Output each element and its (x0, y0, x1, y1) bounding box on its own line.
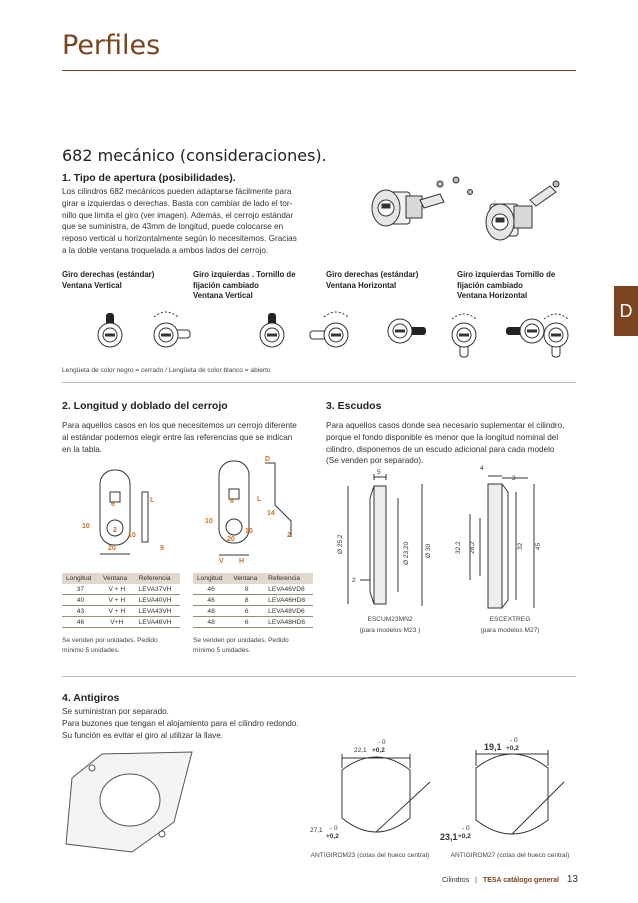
table-cell: LEVA46VD8 (264, 584, 313, 595)
antigiro-m23-caption: ANTIGIROM23 (cotas del hueco central) (310, 852, 430, 859)
text-line: al estándar podemos elegir entre las referencias que se indican (62, 432, 293, 442)
note-line: mínimo 5 unidades. (62, 647, 120, 654)
caption-line: (para modelos M27) (480, 627, 540, 634)
dim-label: 10 (245, 528, 253, 535)
giro-4-open (544, 314, 568, 357)
cerrojo-drawing-straight (80, 462, 180, 562)
dim-label: 10 (205, 518, 213, 525)
table-cell: V+H (99, 617, 135, 628)
table-cell: 8 (229, 595, 264, 606)
text-line: Para aquellos casos en los que necesitemos un cerrojo diferente (62, 421, 297, 430)
giro-label-line: Giro izquierdas Tornillo de (457, 270, 556, 279)
table-1-note (62, 636, 158, 656)
table-cell: LEVA40VH (135, 595, 180, 606)
dim-label: D (265, 456, 271, 463)
table-row (193, 617, 313, 628)
table-row (62, 584, 180, 595)
giro-2-closed (260, 313, 284, 347)
giro-label-line: Ventana Vertical (62, 280, 122, 290)
escudo-m23-caption (330, 616, 450, 634)
table-cell: LEVA48HD6 (264, 617, 313, 628)
table-cell: 48 (193, 617, 229, 628)
dim-label: 9 (160, 545, 164, 552)
dim-label: 6 (111, 501, 115, 508)
text-line: reposo vertical u horizontalmente según lo necesitemos. Gracias (62, 234, 297, 244)
dim-label: 22,1 (354, 747, 367, 754)
section1-heading: 1. Tipo de apertura (posibilidades). (62, 172, 236, 184)
giro-label-line: Giro derechas (estándar) (62, 270, 155, 279)
dim-label: L (150, 497, 155, 504)
escudo-m27-caption (450, 616, 570, 634)
text-line: a la doble ventana troquelada a ambos lados del cerrojo. (62, 245, 269, 255)
cylinder-illustration (360, 170, 580, 260)
table-cell: 37 (62, 584, 99, 595)
giro-1-open (154, 312, 190, 347)
table-cell: 46 (193, 595, 229, 606)
dim-label: Ø 23,20 (403, 541, 410, 565)
section4-text (62, 706, 342, 741)
page-title: Perfiles (62, 30, 161, 61)
escudo-m27-drawing (450, 462, 580, 612)
table-row (193, 595, 313, 606)
dim-label: 5 (377, 469, 381, 476)
text-line: (Se venden por separado). (326, 456, 424, 466)
dim-label: 10 (82, 523, 90, 530)
giro-4-closed (506, 319, 544, 343)
giro-legend: Lengüeta de color negro = cerrado / Lengüeta de color blanco = abierto (62, 367, 271, 374)
giro-1-closed (98, 313, 122, 347)
giro-3-closed (388, 319, 426, 343)
dim-label: 2 (113, 527, 117, 534)
dim-label: - 0 (330, 825, 338, 832)
text-line: cilindro, disponemos de un escudo adicional para cada modelo (326, 444, 555, 454)
table-cell: LEVA43VH (135, 606, 180, 617)
column-header: Longitud (193, 573, 229, 584)
table-cell: 46 (62, 617, 99, 628)
giro-label-line: Giro izquierdas . Tornillo de (193, 270, 296, 279)
escudo-m23-drawing (330, 470, 440, 610)
text-line: nillo que limita el giro (ver imagen). Además, el cerrojo estándar (62, 210, 294, 220)
page-footer (442, 874, 578, 885)
divider (62, 676, 576, 677)
table-cell: LEVA46VH (135, 617, 180, 628)
table-cell: 8 (229, 584, 264, 595)
antigiro-illustration (62, 748, 202, 858)
cerrojo-drawing-bent (205, 455, 315, 565)
column-header: Referencia (135, 573, 180, 584)
dim-label: 20 (227, 536, 235, 543)
giro-label-line: fijación cambiado (457, 280, 523, 290)
giro-2-open (310, 312, 348, 347)
giro-label-4 (457, 270, 555, 302)
giro-label-line: Giro derechas (estándar) (326, 270, 419, 279)
dim-label: 4 (480, 465, 484, 472)
page-number: 13 (566, 874, 578, 885)
column-header: Ventana (229, 573, 264, 584)
table-cell: LEVA46HD8 (264, 595, 313, 606)
dim-label: 32,2 (455, 541, 462, 554)
table-cell: LEVA48VD6 (264, 606, 313, 617)
table-2-note (193, 636, 289, 656)
footer-catalog: TESA catálogo general (482, 877, 559, 884)
antigiro-m27-drawing (440, 738, 590, 858)
dim-label: +0,2 (506, 745, 519, 752)
dim-label: 23,1 (440, 832, 458, 842)
giro-label-1 (62, 270, 154, 291)
dim-label: - 0 (510, 737, 518, 744)
table-header-row (62, 573, 180, 584)
column-header: Referencia (264, 573, 313, 584)
antigiro-m23-drawing (300, 738, 450, 858)
giro-diagrams (62, 305, 578, 355)
caption-line: (para modelos M23 ) (359, 627, 421, 634)
section3-text (326, 420, 581, 467)
footer-section: Cilindros (441, 877, 470, 884)
dim-label: - 0 (378, 739, 386, 746)
text-line: Los cilindros 682 mecánicos pueden adaptarse fácilmente para (62, 187, 292, 196)
footer-separator: | (475, 877, 477, 884)
dim-label: Ø 25,2 (337, 534, 344, 554)
giro-label-3 (326, 270, 418, 291)
dim-label: 3 (512, 475, 516, 482)
text-line: Para aquellos casos donde sea necesario suplementar el cilindro, (326, 421, 565, 430)
table-cell: 43 (62, 606, 99, 617)
table-row (193, 584, 313, 595)
table-row (193, 606, 313, 617)
text-line: que se suministra, de 43mm de longitud, puede colocarse en (62, 222, 284, 232)
dim-label: +0,2 (372, 747, 385, 754)
dim-label: 20 (108, 545, 116, 552)
section4-heading: 4. Antigiros (62, 692, 120, 704)
giro-label-line: Ventana Vertical (193, 291, 253, 300)
caption-line: ESCUM23MN2 (367, 616, 413, 623)
main-heading: 682 mecánico (consideraciones). (62, 146, 327, 165)
giro-label-line: fijación cambiado (193, 280, 259, 290)
dim-label: V (219, 558, 224, 565)
dim-label: 27,1 (310, 827, 323, 834)
table-cell: 6 (229, 617, 264, 628)
table-cell: 46 (193, 584, 229, 595)
table-row (62, 617, 180, 628)
table-row (62, 595, 180, 606)
note-line: Se venden por unidades. Pedido (193, 637, 289, 644)
table-header-row (193, 573, 313, 584)
section2-text (62, 420, 322, 455)
divider (62, 382, 576, 383)
text-line: girar a izquierdas o derechas. Basta con cambiar de lado el tor- (62, 198, 293, 208)
table-cell: V + H (99, 595, 135, 606)
dim-label: 14 (267, 510, 275, 517)
table-cell: V + H (99, 584, 135, 595)
dim-label: 28,2 (469, 541, 476, 554)
column-header: Ventana (99, 573, 135, 584)
text-line: Se suministran por separado. (62, 707, 169, 716)
table-cell: 6 (229, 606, 264, 617)
text-line: porque el fondo disponible es menor que la longitud nominal del (326, 432, 559, 442)
text-line: Para buzones que tengan el alojamiento para el cilindro redondo. (62, 718, 299, 728)
giro-3-open (452, 314, 476, 357)
giro-label-2 (193, 270, 296, 302)
caption-line: ESCEXTREG (489, 616, 531, 623)
dim-label: +0,2 (458, 833, 471, 840)
section3-heading: 3. Escudos (326, 400, 382, 412)
section2-heading: 2. Longitud y doblado del cerrojo (62, 400, 228, 412)
dim-label: Ø 30 (425, 543, 432, 558)
dim-label: +0,2 (326, 833, 339, 840)
dim-label: H (239, 558, 245, 565)
dim-label: L (257, 496, 262, 503)
section-tab-d: D (614, 286, 638, 336)
table-row (62, 606, 180, 617)
dim-label: 19,1 (484, 742, 502, 752)
title-divider (62, 70, 576, 71)
column-header: Longitud (62, 573, 99, 584)
dim-label: 2 (287, 532, 291, 539)
antigiro-m27-caption: ANTIGIROM27 (cotas del hueco central) (450, 852, 570, 859)
text-line: Su función es evitar el giro al utilizar la llave. (62, 730, 224, 740)
dim-label: 2 (352, 577, 356, 584)
dim-label: 32 (517, 542, 524, 550)
giro-label-line: Ventana Horizontal (326, 280, 397, 290)
table-cell: 48 (193, 606, 229, 617)
dim-label: 6 (230, 498, 234, 505)
section1-text (62, 186, 322, 257)
giro-label-line: Ventana Horizontal (457, 291, 528, 300)
table-cell: LEVA37VH (135, 584, 180, 595)
dim-label: - 0 (462, 825, 470, 832)
table-cell: 40 (62, 595, 99, 606)
leva-table-2 (193, 573, 313, 628)
dim-label: 10 (128, 532, 136, 539)
leva-table-1 (62, 573, 180, 628)
table-cell: V + H (99, 606, 135, 617)
note-line: Se venden por unidades. Pedido (62, 637, 158, 644)
note-line: mínimo 5 unidades. (193, 647, 251, 654)
text-line: en la tabla. (62, 444, 103, 454)
dim-label: 45 (535, 542, 542, 550)
